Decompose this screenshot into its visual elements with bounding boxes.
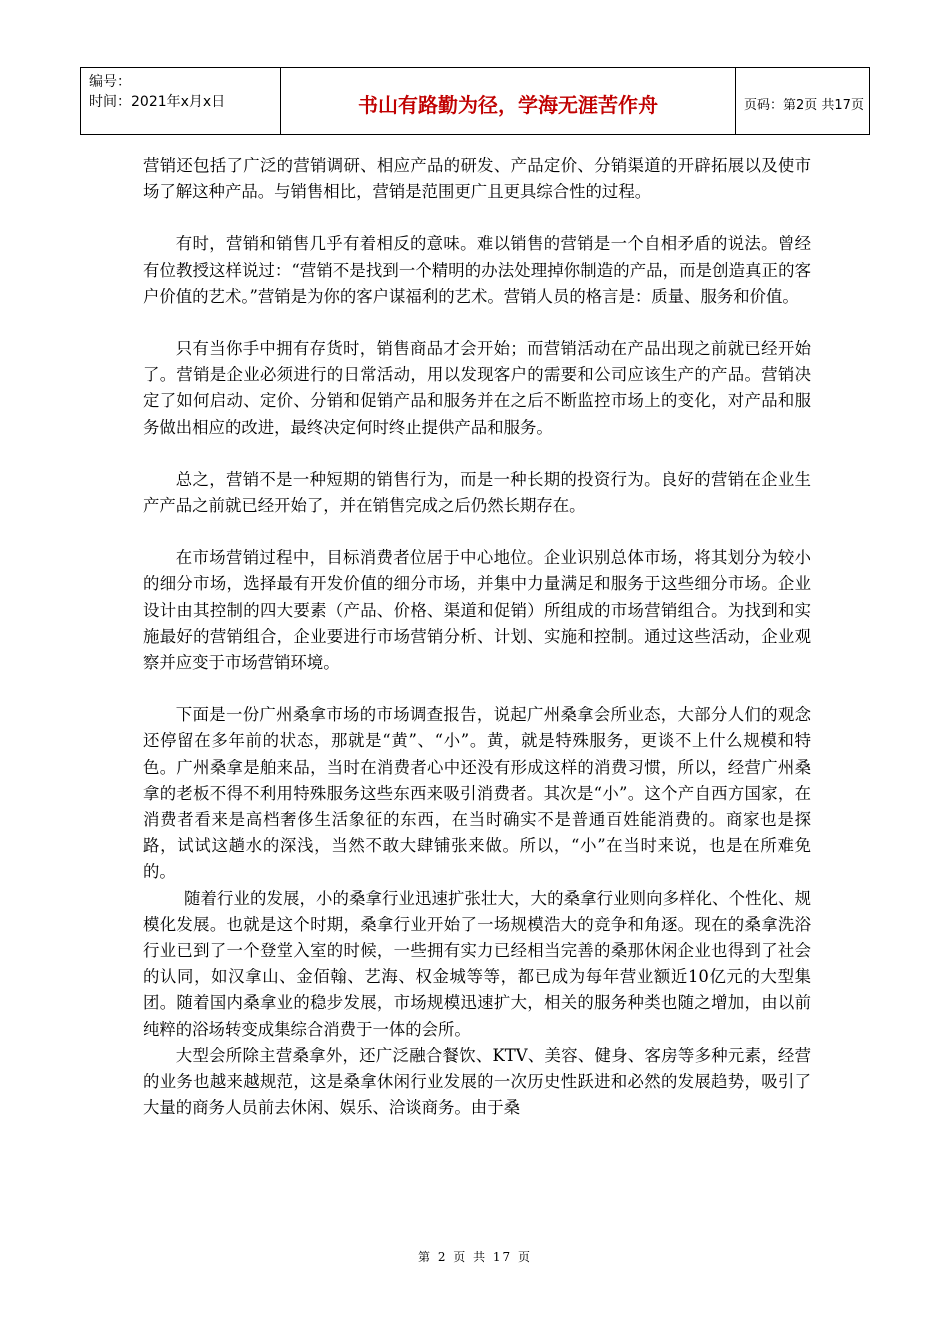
document-body (143, 153, 811, 1122)
paragraph: 大型会所除主营桑拿外，还广泛融合餐饮、KTV、美容、健身、客房等多种元素，经营的业务也越来越规范，这是桑拿休闲行业发展的一次历史性跃进和必然的发展趋势，吸引了大量的商务人员前去休闲、娱乐、洽谈商务。由于桑 (143, 1045, 811, 1118)
paragraph: 下面是一份广州桑拿市场的市场调查报告，说起广州桑拿会所业态，大部分人们的观念还停留在多年前的状态，那就是“黄”、“小”。黄，就是特殊服务，更谈不上什么规模和特色。广州桑拿是舶来品，当时在消费者心中还没有形成这样的消费习惯，所以，经营广州桑拿的老板不得不利用特殊服务这些东西来吸引消费者。其次是“小”。这个产自西方国家，在消费者看来是高档奢侈生活象征的东西，在当时确实不是普通百姓能消费的。商家也是探路，试试这趟水的深浅，当然不敢大肆铺张来做。所以，“小”在当时来说，也是在所难免的。 (143, 705, 811, 882)
number-label: 编号： (89, 74, 131, 90)
paragraph: 总之，营销不是一种短期的销售行为，而是一种长期的投资行为。良好的营销在企业生产产品之前就已经开始了，并在销售完成之后仍然长期存在。 (143, 469, 811, 516)
page-footer: 第 2 页 共 17 页 (418, 1250, 532, 1264)
date-label: 时间：2021年x月x日 (89, 94, 226, 110)
paragraph: 营销还包括了广泛的营销调研、相应产品的研发、产品定价、分销渠道的开辟拓展以及使市场了解这种产品。与销售相比，营销是范围更广且更具综合性的过程。 (143, 156, 811, 202)
header-meta (81, 68, 281, 134)
header-motto: 书山有路勤为径，学海无涯苦作舟 (281, 68, 736, 134)
paragraph: 在市场营销过程中，目标消费者位居于中心地位。企业识别总体市场，将其划分为较小的细分市场，选择最有开发价值的细分市场，并集中力量满足和服务于这些细分市场。企业设计由其控制的四大要素（产品、价格、渠道和促销）所组成的市场营销组合。为找到和实施最好的营销组合，企业要进行市场营销分析、计划、实施和控制。通过这些活动，企业观察并应变于市场营销环境。 (143, 548, 811, 673)
header-page-info: 页码：第2页 共17页 (744, 97, 864, 113)
paragraph: 只有当你手中拥有存货时，销售商品才会开始；而营销活动在产品出现之前就已经开始了。营销是企业必须进行的日常活动，用以发现客户的需要和公司应该生产的产品。营销决定了如何启动、定价、分销和促销产品和服务并在之后不断监控市场上的变化，对产品和服务做出相应的改进，最终决定何时终止提供产品和服务。 (143, 339, 811, 437)
document-header (80, 67, 870, 135)
paragraph: 随着行业的发展，小的桑拿行业迅速扩张壮大，大的桑拿行业则向多样化、个性化、规模化发展。也就是这个时期，桑拿行业开始了一场规模浩大的竞争和角逐。现在的桑拿洗浴行业已到了一个登堂入室的时候，一些拥有实力已经相当完善的桑那休闲企业也得到了社会的认同，如汉拿山、金佰翰、艺海、权金城等等，都已成为每年营业额近10亿元的大型集团。随着国内桑拿业的稳步发展，市场规模迅速扩大，相关的服务种类也随之增加，由以前纯粹的浴场转变成集综合消费于一体的会所。 (143, 888, 811, 1039)
paragraph: 有时，营销和销售几乎有着相反的意味。难以销售的营销是一个自相矛盾的说法。曾经有位教授这样说过：“营销不是找到一个精明的办法处理掉你制造的产品，而是创造真正的客户价值的艺术。”营销是为你的客户谋福利的艺术。营销人员的格言是：质量、服务和价值。 (143, 234, 811, 306)
